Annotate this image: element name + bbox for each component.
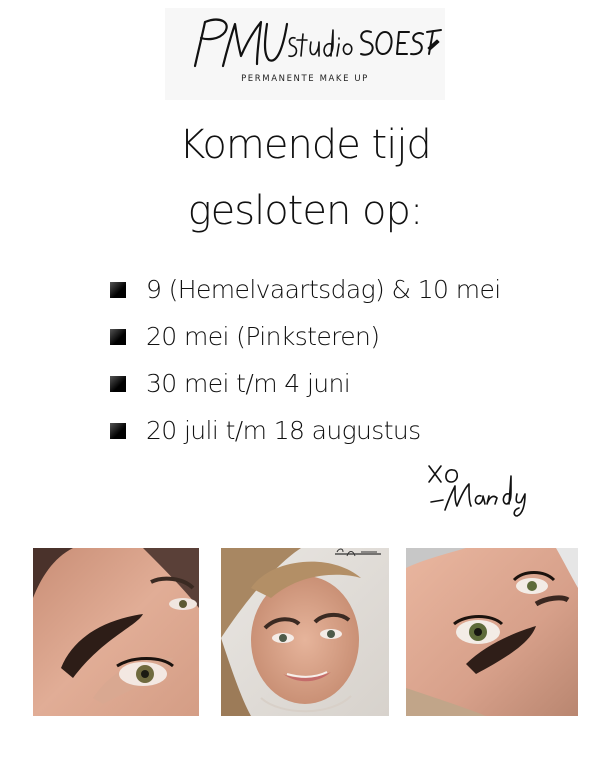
heading-line-2: gesloten op: [187, 188, 423, 234]
square-bullet-icon [110, 329, 126, 345]
handwritten-signature [425, 458, 535, 524]
closure-item [110, 360, 501, 407]
closure-list [110, 266, 501, 454]
closure-item [110, 407, 501, 454]
closure-text: 20 mei (Pinksteren) [146, 322, 380, 351]
closure-item [110, 266, 501, 313]
closure-text: 20 juli t/m 18 augustus [146, 416, 421, 445]
heading-line-1: Komende tijd [179, 122, 431, 168]
logo-tagline: PERMANENTE MAKE UP [241, 74, 369, 84]
closure-item [110, 313, 501, 360]
logo-script-mark [165, 8, 445, 100]
photo-woman-portrait [221, 548, 389, 716]
square-bullet-icon [110, 423, 126, 439]
studio-logo [165, 8, 445, 100]
closure-text: 9 (Hemelvaartsdag) & 10 mei [146, 275, 501, 304]
photo-eye-closeup [406, 548, 578, 716]
photo-eyebrow-closeup [33, 548, 199, 716]
square-bullet-icon [110, 282, 126, 298]
square-bullet-icon [110, 376, 126, 392]
closure-text: 30 mei t/m 4 juni [146, 369, 351, 398]
